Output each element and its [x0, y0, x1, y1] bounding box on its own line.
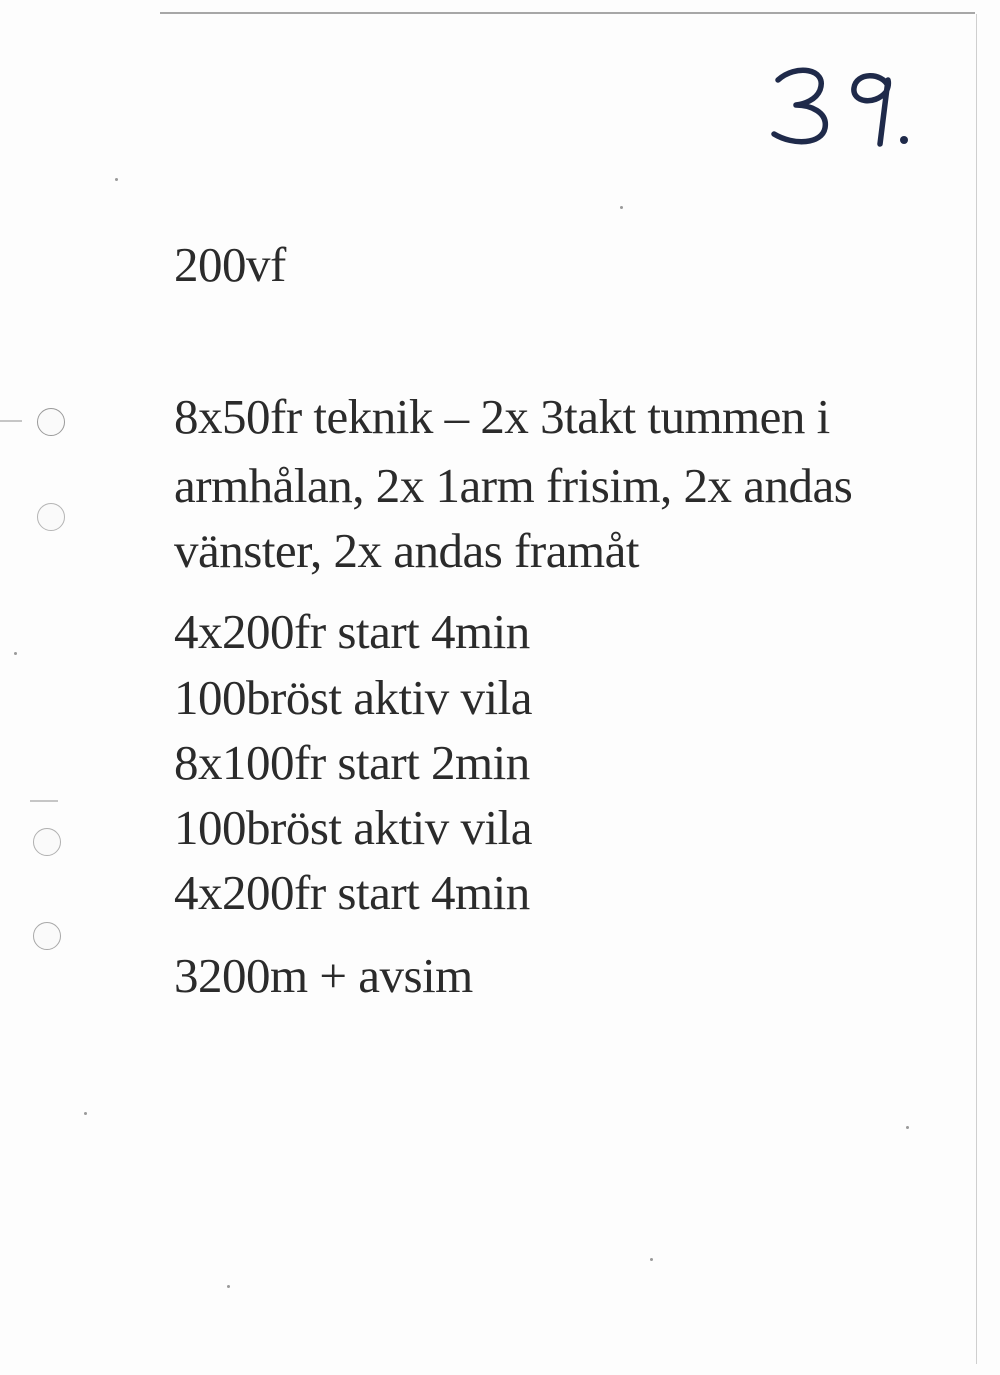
page-right-edge: [976, 14, 977, 1364]
binder-hole-icon: [33, 828, 61, 856]
main-set-line: 8x100fr start 2min: [174, 735, 530, 790]
page-top-edge: [160, 12, 975, 14]
scan-speck: [115, 178, 118, 181]
technique-line: 8x50fr teknik – 2x 3takt tummen i: [174, 389, 830, 444]
technique-line: vänster, 2x andas framåt: [174, 523, 639, 578]
scan-mark: [30, 800, 58, 802]
binder-hole-icon: [37, 503, 65, 531]
scan-speck: [84, 1112, 87, 1115]
total-distance-line: 3200m + avsim: [174, 948, 473, 1003]
scan-speck: [650, 1258, 653, 1261]
main-set-line: 4x200fr start 4min: [174, 865, 530, 920]
main-set-line: 4x200fr start 4min: [174, 604, 530, 659]
technique-line: armhålan, 2x 1arm frisim, 2x andas: [174, 458, 853, 513]
scan-speck: [14, 652, 17, 655]
scan-speck: [906, 1126, 909, 1129]
handwritten-page-number: [770, 58, 920, 153]
main-set-line: 100bröst aktiv vila: [174, 670, 532, 725]
warmup-line: 200vf: [174, 237, 286, 292]
binder-hole-icon: [37, 408, 65, 436]
scan-speck: [620, 206, 623, 209]
handwritten-page-number-drawing: [770, 58, 920, 153]
binder-hole-icon: [33, 922, 61, 950]
scan-mark: [0, 420, 22, 422]
main-set-line: 100bröst aktiv vila: [174, 800, 532, 855]
scan-speck: [227, 1285, 230, 1288]
